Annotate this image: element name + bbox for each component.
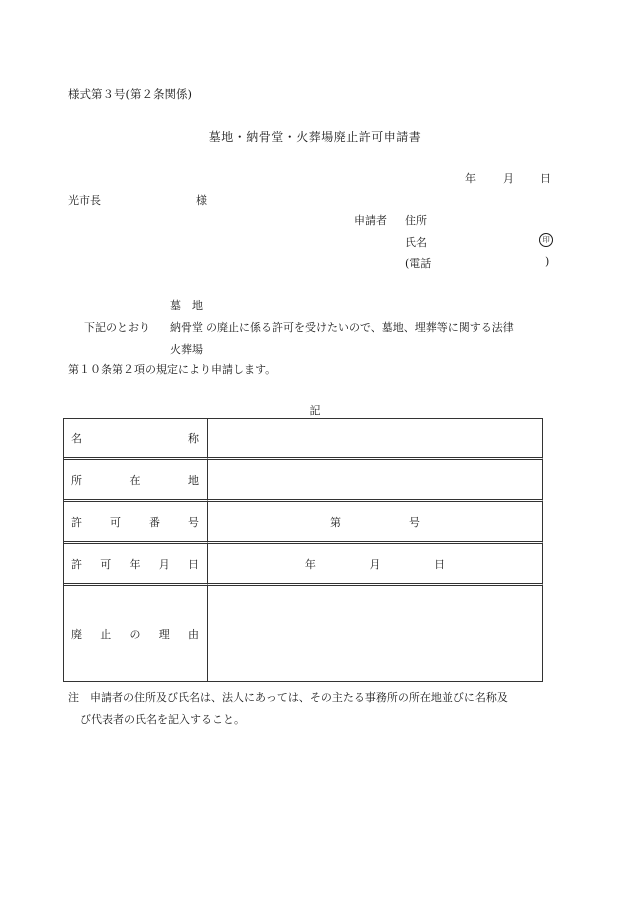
addressee-honorific: 様 [196, 194, 207, 207]
label-char: 所 [71, 473, 82, 487]
form-number: 様式第３号(第２条関係) [68, 87, 192, 101]
table-row-permit-number [64, 502, 543, 544]
row-label-location [64, 460, 208, 502]
date-day-label: 日 [540, 172, 551, 185]
table-row-permit-date [64, 544, 543, 586]
applicant-label: 申請者 [354, 214, 387, 227]
body-line-2: 第１０条第２項の規定により申請します。 [68, 363, 277, 376]
label-char: 称 [188, 432, 199, 445]
body-prefix: 下記のとおり [84, 321, 150, 334]
label-char: 在 [129, 473, 141, 487]
address-label: 住所 [405, 214, 427, 227]
label-char: 許 [71, 557, 82, 571]
row-value-permit-date[interactable] [208, 544, 543, 586]
permit-number-prefix: 第 [330, 515, 341, 529]
label-char: 号 [188, 515, 199, 529]
table-row-reason [64, 586, 543, 682]
label-char: 理 [158, 627, 170, 641]
facility-option-crematorium: 火葬場 [170, 343, 203, 356]
detail-table [63, 418, 543, 682]
table-row-name [64, 419, 543, 460]
facility-option-ossuary: 納骨堂 [170, 321, 203, 334]
document-title: 墓地・納骨堂・火葬場廃止許可申請書 [208, 130, 422, 144]
label-char: 止 [100, 627, 112, 641]
row-value-reason[interactable] [208, 586, 543, 682]
row-value-name[interactable] [208, 419, 543, 460]
ki-heading: 記 [309, 404, 321, 417]
label-char: 可 [100, 557, 112, 571]
row-label-name [64, 419, 208, 460]
date-month-label: 月 [503, 172, 514, 185]
seal-icon: 印 [539, 233, 553, 247]
phone-close-paren: ) [545, 255, 550, 268]
addressee-name: 光市長 [68, 194, 101, 207]
permit-date-year: 年 [304, 557, 316, 571]
permit-date-day: 日 [434, 557, 446, 571]
permit-number-suffix: 号 [409, 515, 420, 529]
phone-label: (電話 [405, 257, 432, 270]
facility-option-cemetery: 墓 地 [170, 299, 203, 312]
row-value-location[interactable] [208, 460, 543, 502]
row-label-permit-number [64, 502, 208, 544]
body-suffix: の廃止に係る許可を受けたいので、墓地、埋葬等に関する法律 [206, 321, 514, 334]
row-label-permit-date [64, 544, 208, 586]
name-label: 氏名 [405, 236, 427, 249]
row-label-reason [64, 586, 208, 682]
note-line-2: び代表者の氏名を記入すること。 [80, 713, 245, 726]
table-row-location [64, 460, 543, 502]
label-char: 日 [188, 557, 199, 571]
label-char: 名 [71, 432, 82, 445]
date-year-label: 年 [465, 172, 476, 185]
permit-date-month: 月 [369, 557, 381, 571]
label-char: 可 [110, 515, 121, 529]
label-char: 地 [188, 473, 199, 487]
row-value-permit-number[interactable] [208, 502, 543, 544]
note-line-1: 注 申請者の住所及び氏名は、法人にあっては、その主たる事務所の所在地並びに名称及 [68, 691, 508, 704]
label-char: 由 [188, 627, 199, 641]
label-char: 廃 [71, 627, 82, 641]
label-char: 許 [71, 515, 82, 529]
label-char: 月 [158, 557, 170, 571]
label-char: 番 [149, 515, 160, 529]
label-char: 年 [129, 557, 141, 571]
label-char: の [129, 627, 141, 641]
